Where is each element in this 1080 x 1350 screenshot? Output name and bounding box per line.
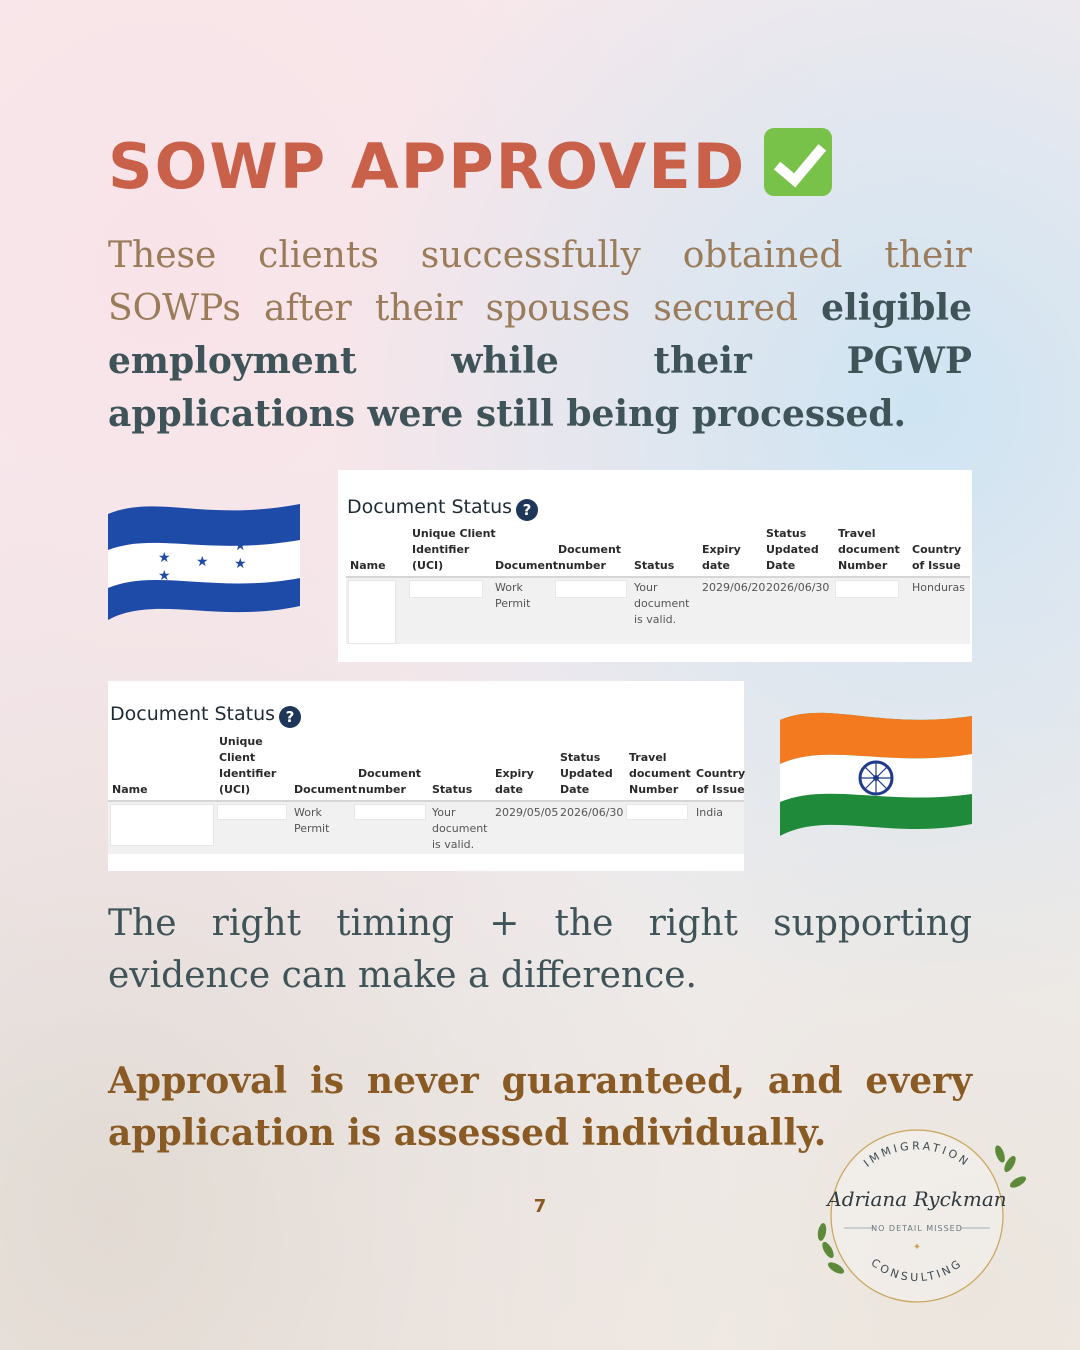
help-icon[interactable]: ? (516, 499, 538, 521)
document-status-card-india (108, 681, 744, 871)
redacted-uci (217, 804, 287, 820)
company-logo (804, 1120, 1030, 1306)
svg-text:★: ★ (234, 538, 247, 554)
col-document-number: Document number (358, 767, 422, 796)
col-travel-doc: Travel document Number (629, 751, 691, 796)
help-icon[interactable]: ? (279, 706, 301, 728)
col-name: Name (112, 783, 148, 796)
svg-text:★: ★ (158, 550, 171, 566)
check-mark-icon (764, 128, 832, 196)
page-number: 7 (533, 1196, 547, 1217)
col-country: Country of Issue (696, 767, 746, 796)
svg-text:CONSULTING: CONSULTING (868, 1256, 966, 1285)
cell-status-updated: 2026/06/30 (766, 581, 830, 594)
card-title: Document Status ? (110, 703, 301, 728)
col-status: Status (634, 559, 675, 572)
col-status-updated: Status Updated Date (766, 527, 819, 572)
col-uci: Unique Client Identifier (UCI) (412, 527, 496, 572)
col-country: Country of Issue (912, 543, 962, 572)
disclaimer-statement: Approval is never guaranteed, and every application is assessed individually. (108, 1060, 972, 1154)
cell-expiry: 2029/05/05 (495, 806, 559, 819)
intro-text: These clients successfully obtained their SOWPs after their spouses secured (108, 235, 972, 329)
redacted-uci (409, 580, 483, 598)
svg-text:NO DETAIL MISSED: NO DETAIL MISSED (871, 1224, 963, 1233)
col-document-number: Document number (558, 543, 622, 572)
col-travel-doc: Travel document Number (838, 527, 900, 572)
svg-text:Adriana Ryckman: Adriana Ryckman (827, 1187, 1007, 1211)
intro-highlight: eligible employment while their PGWP applications were still being processed. (108, 287, 972, 435)
svg-text:✦: ✦ (912, 1242, 922, 1253)
col-expiry: Expiry date (702, 543, 741, 572)
col-document: Document (495, 559, 559, 572)
cell-document: Work Permit (495, 581, 531, 610)
svg-text:IMMIGRATION: IMMIGRATION (861, 1139, 973, 1170)
india-flag-icon (778, 706, 974, 842)
cell-country: Honduras (912, 581, 965, 594)
col-name: Name (350, 559, 386, 572)
col-expiry: Expiry date (495, 767, 534, 796)
intro-paragraph (108, 230, 972, 441)
cell-status: Your document is valid. (634, 581, 690, 626)
cell-document: Work Permit (294, 806, 330, 835)
svg-text:★: ★ (158, 568, 171, 584)
redacted-name (348, 580, 396, 644)
cell-status-updated: 2026/06/30 (560, 806, 624, 819)
page-title: SOWP APPROVED (108, 128, 832, 203)
svg-text:★: ★ (196, 554, 209, 570)
honduras-flag-icon (106, 498, 302, 622)
redacted-name (110, 804, 214, 846)
cell-country: India (696, 806, 723, 819)
redacted-document-number (354, 804, 426, 820)
document-status-card-honduras (338, 470, 972, 662)
card-title: Document Status ? (347, 496, 538, 521)
col-status: Status (432, 783, 473, 796)
col-uci: Unique Client Identifier (UCI) (219, 735, 277, 796)
redacted-travel-doc (626, 804, 688, 820)
svg-text:★: ★ (234, 556, 247, 572)
cell-expiry: 2029/06/20 (702, 581, 766, 594)
redacted-travel-doc (835, 580, 899, 598)
closing-statement: The right timing + the right supporting evidence can make a difference. (108, 903, 972, 996)
col-status-updated: Status Updated Date (560, 751, 613, 796)
redacted-document-number (555, 580, 627, 598)
cell-status: Your document is valid. (432, 806, 488, 851)
col-document: Document (294, 783, 358, 796)
